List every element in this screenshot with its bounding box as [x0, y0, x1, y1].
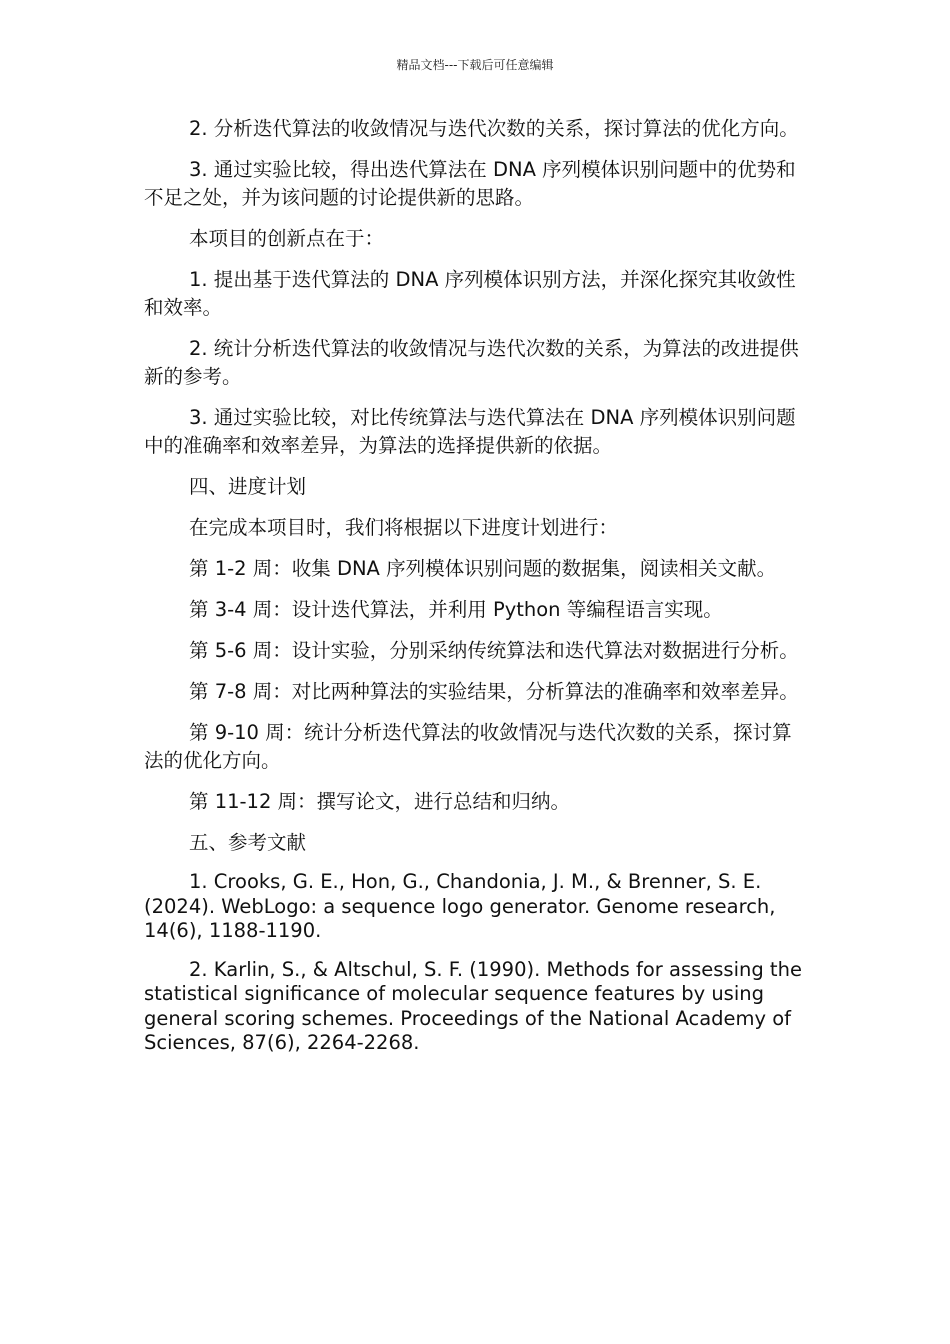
reference-item-1: 1. Crooks, G. E., Hon, G., Chandonia, J. M., & Brenner, S. E. (2024). WebLogo: a sequence logo generator. Genome research, 14(6), 1188-1190.	[144, 870, 776, 942]
paragraph-innovation-2: 2. 统计分析迭代算法的收敛情况与迭代次数的关系，为算法的改进提供新的参考。	[144, 337, 799, 388]
paragraph-innovation-3: 3. 通过实验比较，对比传统算法与迭代算法在 DNA 序列模体识别问题中的准确率和效率差异，为算法的选择提供新的依据。	[144, 406, 796, 457]
paragraph-innovation-1: 1. 提出基于迭代算法的 DNA 序列模体识别方法，并深化探究其收敛性和效率。	[144, 268, 796, 319]
schedule-item-week-5-6: 第 5-6 周：设计实验，分别采纳传统算法和迭代算法对数据进行分析。	[189, 639, 799, 662]
document-body	[144, 115, 808, 1070]
schedule-item-week-9-10: 第 9-10 周：统计分析迭代算法的收敛情况与迭代次数的关系，探讨算法的优化方向。	[144, 721, 792, 772]
page-header: 精品文档---下载后可任意编辑	[396, 58, 554, 72]
reference-item-2: 2. Karlin, S., & Altschul, S. F. (1990). Methods for assessing the statistical significance of molecular sequence features by using general scoring schemes. Proceedings of the National Academy of Sciences, 87(6), 2264-2268.	[144, 957, 802, 1054]
paragraph-innovation-intro: 本项目的创新点在于：	[189, 227, 385, 250]
schedule-item-week-3-4: 第 3-4 周：设计迭代算法，并利用 Python 等编程语言实现。	[189, 598, 723, 621]
schedule-item-week-7-8: 第 7-8 周：对比两种算法的实验结果，分析算法的准确率和效率差异。	[189, 680, 799, 703]
section-heading-schedule: 四、进度计划	[189, 475, 307, 498]
schedule-item-week-11-12: 第 11-12 周：撰写论文，进行总结和归纳。	[189, 790, 571, 813]
paragraph-objective-3: 3. 通过实验比较，得出迭代算法在 DNA 序列模体识别问题中的优势和不足之处，并为该问题的讨论提供新的思路。	[144, 158, 796, 209]
schedule-item-week-1-2: 第 1-2 周：收集 DNA 序列模体识别问题的数据集，阅读相关文献。	[189, 557, 777, 580]
paragraph-objective-2: 2. 分析迭代算法的收敛情况与迭代次数的关系，探讨算法的优化方向。	[189, 117, 799, 140]
section-heading-references: 五、参考文献	[189, 831, 307, 854]
paragraph-schedule-intro: 在完成本项目时，我们将根据以下进度计划进行：	[189, 516, 619, 539]
